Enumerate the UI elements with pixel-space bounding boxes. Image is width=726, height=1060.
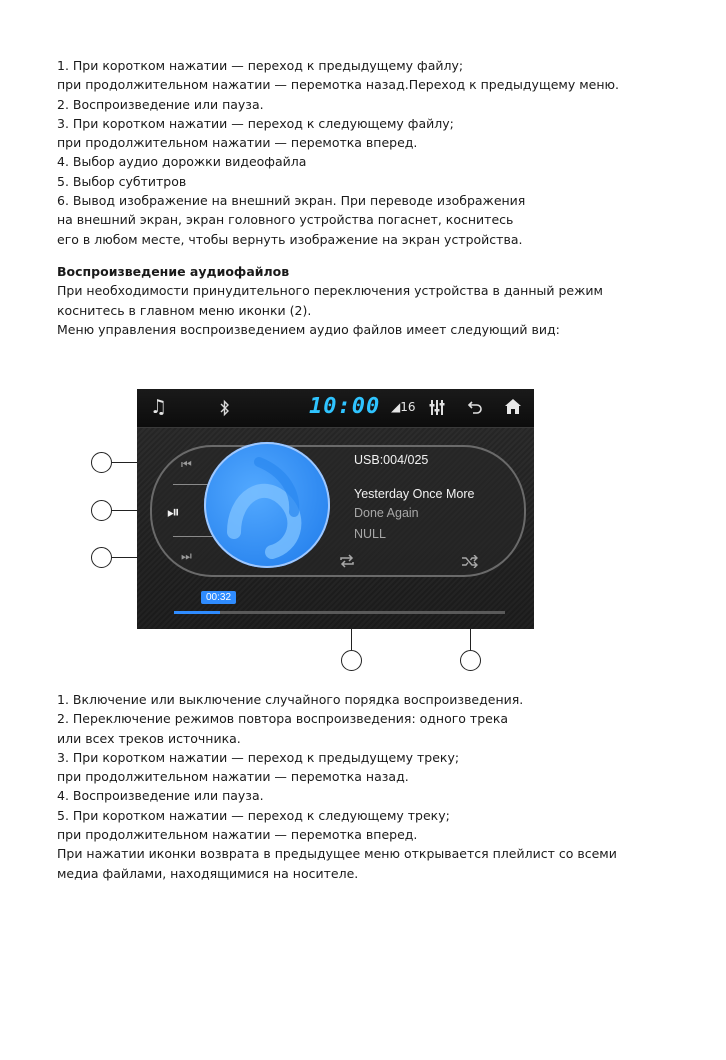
intro-line: при продолжительном нажатии — перемотка вперед.: [57, 135, 418, 151]
callout-line: [351, 629, 352, 650]
section-line: коснитесь в главном меню иконки (2).: [57, 302, 312, 318]
previous-track-icon[interactable]: ⏮: [181, 457, 192, 471]
outro-line: 3. При коротком нажатии — переход к предыдущему треку;: [57, 749, 460, 765]
callout-circle: [341, 650, 362, 671]
intro-line: 2. Воспроизведение или пауза.: [57, 96, 264, 112]
next-track-icon[interactable]: ⏭: [181, 549, 192, 563]
intro-line: при продолжительном нажатии — перемотка назад.Переход к предыдущему меню.: [57, 77, 619, 93]
callout-line: [470, 629, 471, 650]
outro-line: При нажатии иконки возврата в предыдущее меню открывается плейлист со всеми: [57, 846, 617, 862]
status-bar: [137, 389, 534, 428]
outro-list: [57, 690, 697, 883]
album-art-logo: [204, 442, 330, 568]
intro-line: 4. Выбор аудио дорожки видеофайла: [57, 154, 307, 170]
intro-line: 5. Выбор субтитров: [57, 173, 187, 189]
outro-line: при продолжительном нажатии — перемотка назад.: [57, 769, 409, 785]
outro-line: 4. Воспроизведение или пауза.: [57, 788, 264, 804]
outro-line: 2. Переключение режимов повтора воспроизведения: одного трека: [57, 711, 509, 727]
section-line: При необходимости принудительного переключения устройства в данный режим: [57, 283, 603, 299]
repeat-icon[interactable]: [338, 554, 356, 568]
elapsed-time: 00:32: [201, 591, 236, 604]
clock: 10:00: [309, 394, 381, 419]
section-line: Меню управления воспроизведением аудио файлов имеет следующий вид:: [57, 321, 560, 337]
speaker-icon: ◢: [391, 400, 401, 414]
track-album[interactable]: NULL: [354, 527, 386, 541]
callout-circle: [91, 500, 112, 521]
outro-line: при продолжительном нажатии — перемотка вперед.: [57, 827, 418, 843]
intro-line: 3. При коротком нажатии — переход к следующему файлу;: [57, 115, 454, 131]
source-counter: USB:004/025: [354, 453, 429, 467]
intro-list: [57, 56, 697, 249]
intro-line: 1. При коротком нажатии — переход к предыдущему файлу;: [57, 58, 464, 73]
player-screen: [137, 389, 534, 629]
track-title[interactable]: Yesterday Once More: [354, 487, 475, 501]
music-note-icon[interactable]: ♫: [150, 396, 168, 418]
track-artist[interactable]: Done Again: [354, 506, 419, 520]
intro-line: его в любом месте, чтобы вернуть изображение на экран устройства.: [57, 231, 523, 247]
audio-section: [57, 262, 697, 339]
outro-line: медиа файлами, находящимися на носителе.: [57, 865, 359, 881]
outro-line: 5. При коротком нажатии — переход к следующему треку;: [57, 807, 450, 823]
callout-circle: [91, 547, 112, 568]
volume-indicator[interactable]: [391, 400, 416, 414]
outro-line: 1. Включение или выключение случайного порядка воспроизведения.: [57, 692, 524, 707]
progress-fill: [174, 611, 220, 614]
play-pause-icon[interactable]: ⏯: [167, 502, 180, 521]
intro-line: 6. Вывод изображение на внешний экран. При переводе изображения: [57, 193, 526, 209]
shuffle-icon[interactable]: [461, 555, 479, 568]
callout-circle: [91, 452, 112, 473]
intro-line: на внешний экран, экран головного устройства погаснет, коснитесь: [57, 212, 514, 228]
section-heading: Воспроизведение аудиофайлов: [57, 264, 290, 279]
home-icon[interactable]: [504, 398, 522, 415]
equalizer-icon[interactable]: [429, 399, 445, 416]
back-arrow-icon[interactable]: [467, 399, 483, 415]
progress-bar[interactable]: [174, 611, 505, 614]
album-art-disc: [204, 442, 330, 568]
outro-line: или всех треков источника.: [57, 730, 241, 746]
volume-level: 16: [400, 400, 416, 414]
callout-circle: [460, 650, 481, 671]
bluetooth-icon[interactable]: [219, 399, 231, 417]
